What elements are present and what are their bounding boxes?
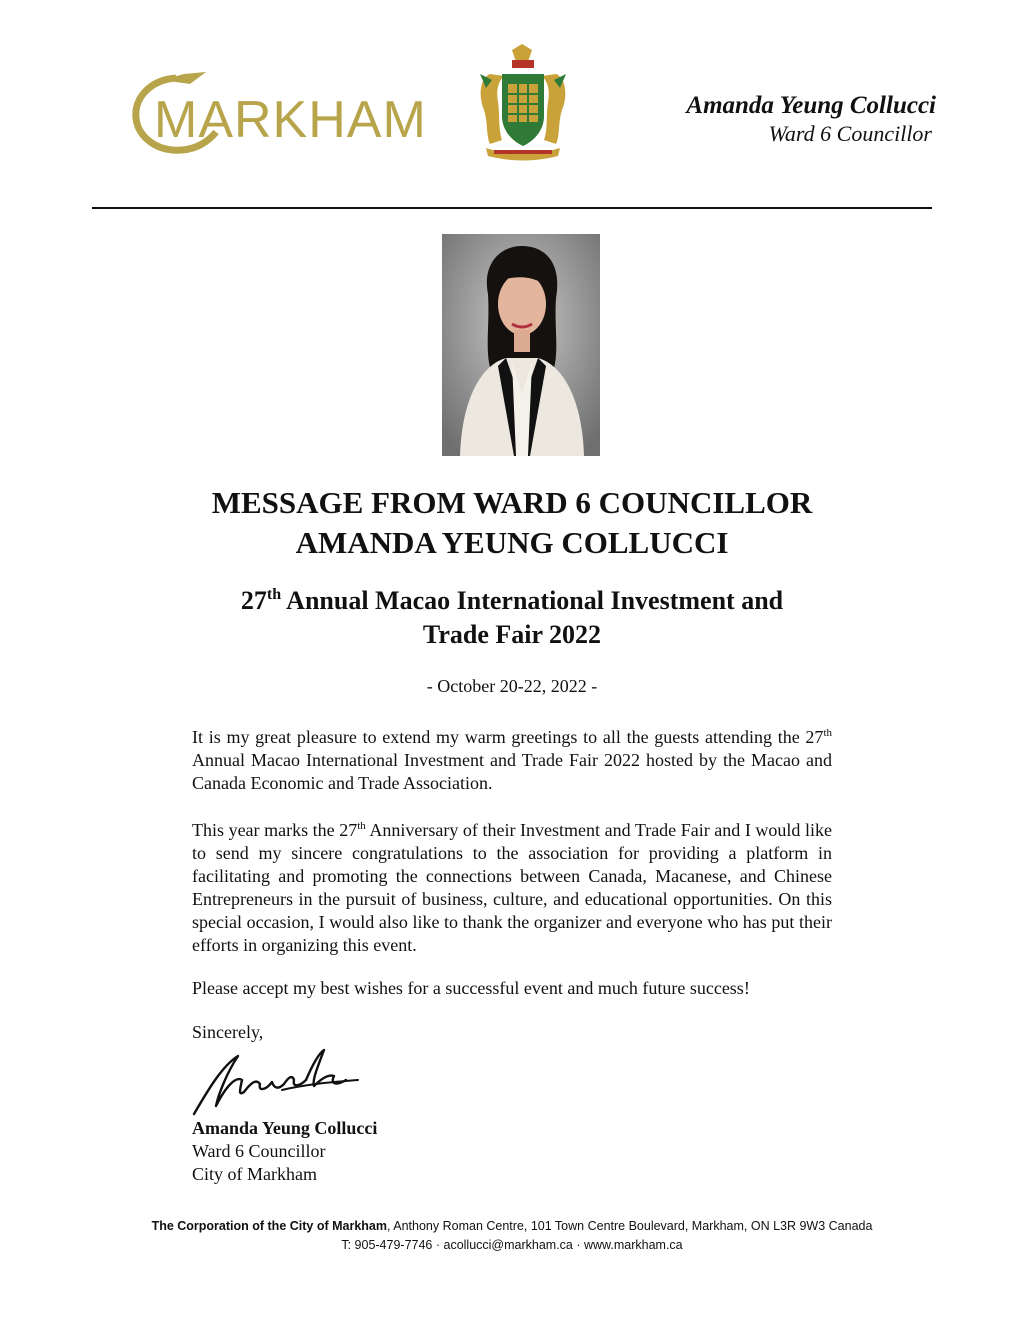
event-title-rest: Annual Macao International Investment and [281,586,784,615]
body-paragraph-2 [192,815,832,957]
event-ordinal-suffix: th [266,586,282,603]
p2-text-a: This year marks the 27 [192,820,358,840]
p1-text-b: Annual Macao International Investment and Trade Fair 2022 hosted by the Macao and Canada Economic and Trade Association. [192,750,832,793]
p2-text-b: Anniversary of their Investment and Trade Fair and I would like to send my sincere congratulations to the association for providing a platform in facilitating and promoting the connections between Canada, Macanese, and Chinese Entrepreneurs in the pursuit of business, culture, and educational opportunities. On this special occasion, I would also like to thank the organizer and everyone who has put their efforts in organizing this event. [192,820,832,955]
message-heading-line1: MESSAGE FROM WARD 6 COUNCILLOR [211,485,813,520]
event-date: - October 20-22, 2022 - [426,676,598,696]
closing-salutation: Sincerely, [192,1022,264,1042]
header-divider [92,207,932,209]
event-title-line1 [0,585,1024,617]
footer-address-text: , Anthony Roman Centre, 101 Town Centre Boulevard, Markham, ON L3R 9W3 Canada [387,1219,873,1233]
signatory-title: Ward 6 Councillor [192,1141,326,1161]
footer-contact: T: 905-479-7746 · acollucci@markham.ca · www.markham.ca [341,1238,683,1252]
event-ordinal-number: 27 [240,586,267,615]
body-paragraph-1 [192,722,832,795]
coat-of-arms-icon [472,44,574,164]
signatory-name: Amanda Yeung Collucci [192,1118,378,1138]
signatory-city: City of Markham [192,1164,317,1184]
footer-org: The Corporation of the City of Markham [151,1219,387,1233]
p1-text-a: It is my great pleasure to extend my warm greetings to all the guests attending the 27 [192,727,824,747]
footer-address [0,1219,1024,1233]
markham-logo [132,70,427,156]
event-title-line2: Trade Fair 2022 [422,620,602,649]
p1-superscript: th [823,727,832,739]
councillor-portrait-photo [442,234,600,456]
header-councillor-title: Ward 6 Councillor [768,121,932,146]
handwritten-signature [186,1040,366,1120]
body-paragraph-3: Please accept my best wishes for a successful event and much future success! [192,978,750,998]
header-councillor-name: Amanda Yeung Collucci [686,92,936,119]
p2-superscript: th [357,820,366,832]
logo-wordmark: MARKHAM [154,91,427,149]
message-heading-line2: AMANDA YEUNG COLLUCCI [295,525,729,560]
